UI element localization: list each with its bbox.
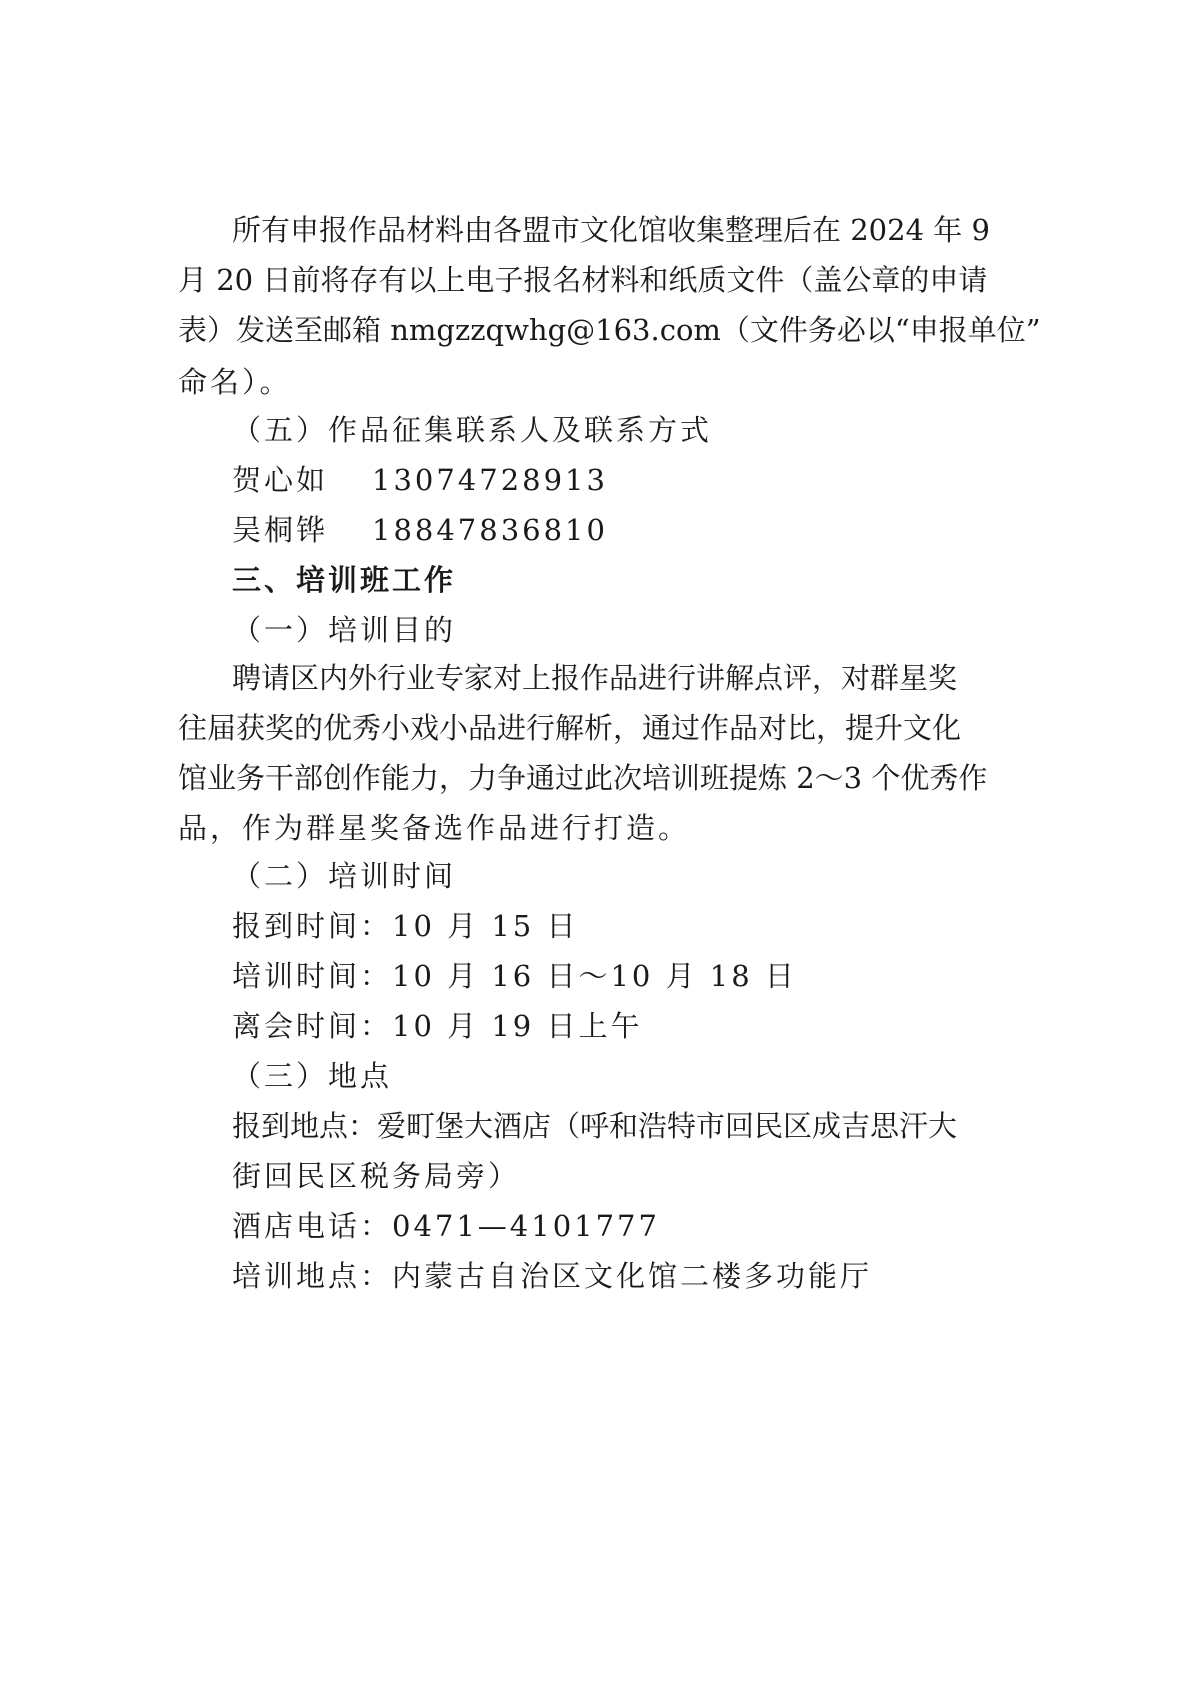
sub3-heading: （三）地点: [232, 1059, 393, 1093]
section5-heading: （五）作品征集联系人及联系方式: [232, 413, 713, 447]
purpose-line-1: 聘请区内外行业专家对上报作品进行讲解点评，对群星奖: [232, 661, 958, 695]
purpose-line-4: 品，作为群星奖备选作品进行打造。: [178, 811, 691, 845]
sub2-heading: （二）培训时间: [232, 859, 457, 893]
checkin-time: 报到时间：10 月 15 日: [232, 909, 579, 943]
purpose-line-2: 往届获奖的优秀小戏小品进行解析，通过作品对比，提升文化: [178, 711, 962, 745]
hotel-phone: 酒店电话：0471—4101777: [232, 1209, 660, 1243]
contact-phone: 13074728913: [372, 463, 608, 497]
contact-name: 吴桐铧: [232, 513, 329, 547]
section3-heading: 三、培训班工作: [232, 563, 457, 597]
leave-time: 离会时间：10 月 19 日上午: [232, 1009, 643, 1043]
contact-phone: 18847836810: [372, 513, 608, 547]
contact-row: [232, 460, 608, 500]
sub1-heading: （一）培训目的: [232, 613, 457, 647]
training-time: 培训时间：10 月 16 日～10 月 18 日: [232, 959, 797, 993]
submission-line-4: 命名）。: [178, 365, 292, 399]
contact-name: 贺心如: [232, 463, 329, 497]
purpose-line-3: 馆业务干部创作能力，力争通过此次培训班提炼 2～3 个优秀作: [178, 761, 988, 795]
contact-row: [232, 510, 608, 550]
training-place: 培训地点：内蒙古自治区文化馆二楼多功能厅: [232, 1259, 873, 1293]
checkin-place-line-1: 报到地点：爱町堡大酒店（呼和浩特市回民区成吉思汗大: [232, 1109, 958, 1143]
checkin-place-line-2: 街回民区税务局旁）: [232, 1159, 521, 1193]
submission-line-1: 所有申报作品材料由各盟市文化馆收集整理后在 2024 年 9: [232, 213, 990, 247]
submission-line-3: 表）发送至邮箱 nmgzzqwhg@163.com（文件务必以“申报单位”: [178, 313, 1041, 347]
submission-line-2: 月 20 日前将存有以上电子报名材料和纸质文件（盖公章的申请: [178, 263, 988, 297]
